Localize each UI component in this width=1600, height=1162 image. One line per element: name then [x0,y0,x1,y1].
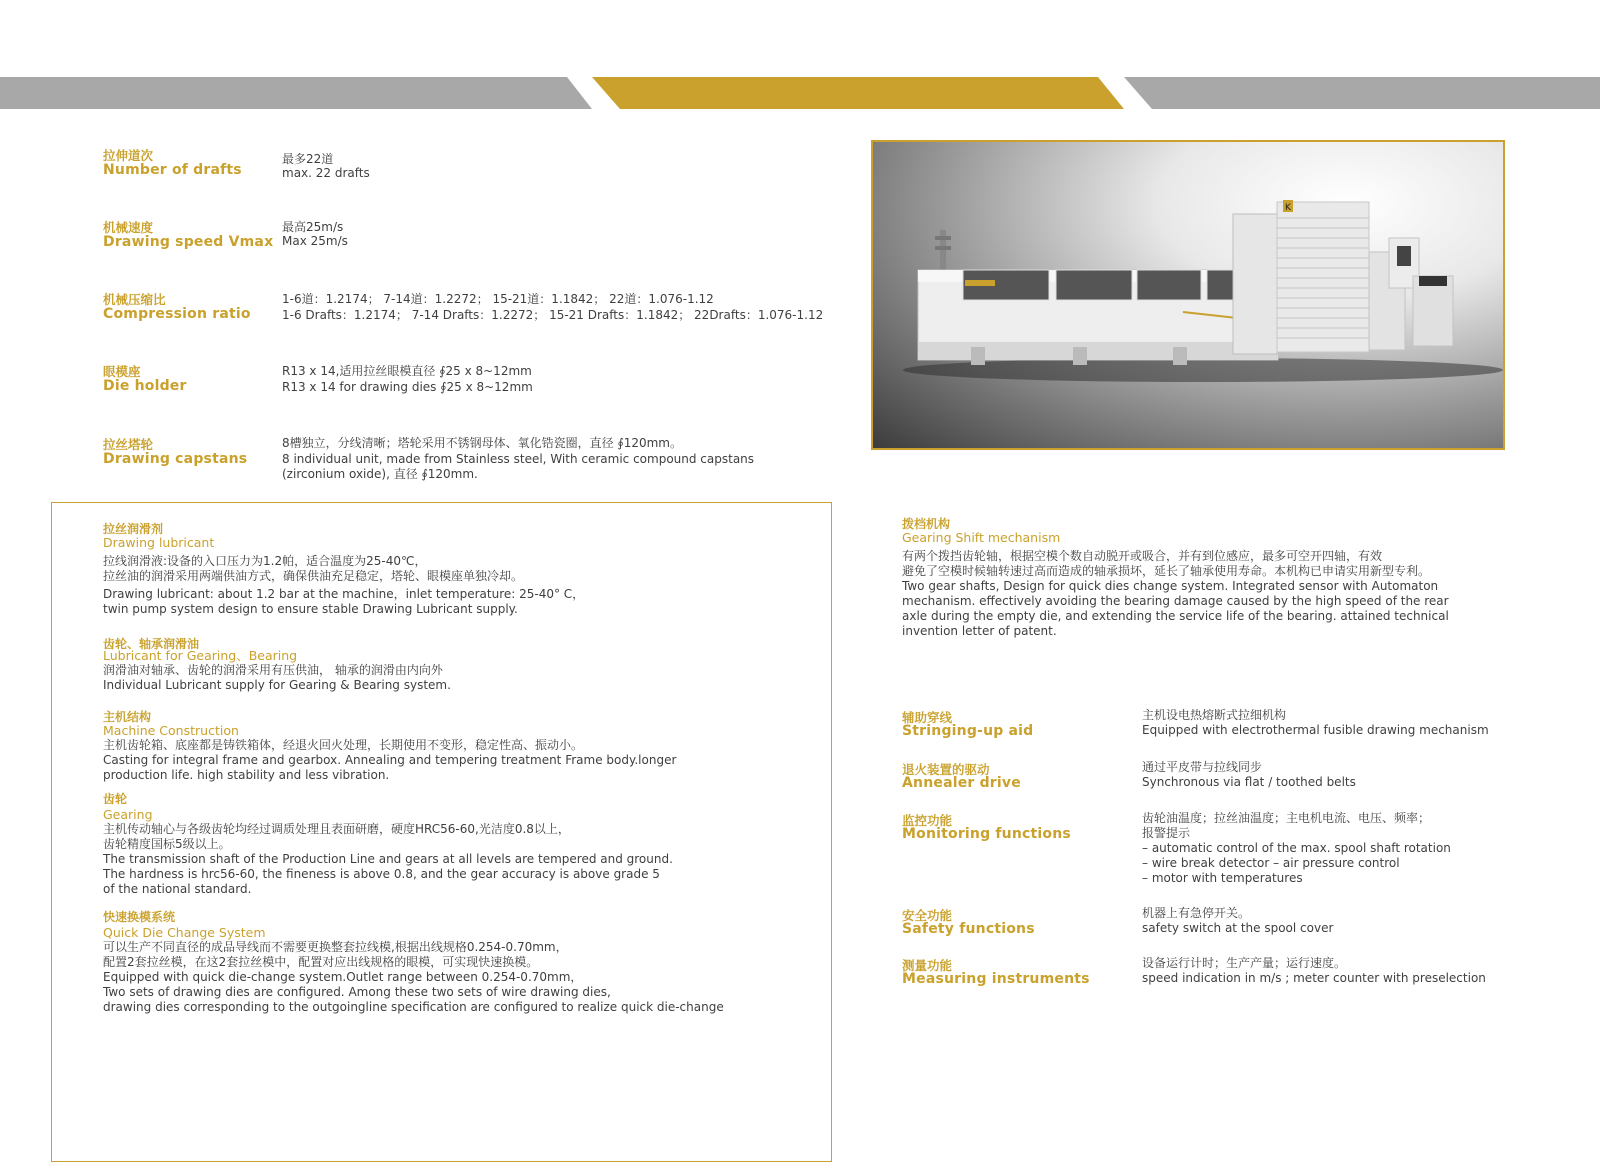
spec-label-en: Drawing capstans [103,451,248,467]
feature-label-cn: 安全功能 [902,908,953,923]
section-title-cn: 齿轮、轴承润滑油 [103,637,200,651]
para-line: Two sets of drawing dies are configured. Among these two sets of wire drawing dies, [103,985,611,999]
banner-left-gray [0,77,592,109]
feature-value-line: – wire break detector – air pressure control [1142,856,1400,870]
feature-value-line: 主机设电热熔断式拉细机构 [1142,708,1287,722]
section-title-en: Quick Die Change System [103,925,266,940]
feature-label-en: Measuring instruments [902,971,1090,987]
para-line: drawing dies corresponding to the outgoingline specification are configured to realize quick die-change [103,1000,724,1014]
feature-label-cn: 监控功能 [902,813,953,828]
para-line: 拉丝油的润滑采用两端供油方式，确保供油充足稳定，塔轮、眼模座单独冷却。 [103,569,524,583]
section-title-en: Machine Construction [103,723,239,738]
feature-label-cn: 退火装置的驱动 [902,762,990,777]
spec-value-en: Max 25m/s [282,234,348,248]
section-title-en: Gearing [103,807,153,822]
section-title-cn: 主机结构 [103,710,152,724]
spec-value-cn: 1-6道：1.2174； 7-14道：1.2272； 15-21道：1.1842； 22道：1.076-1.12 [282,292,714,306]
para-line: 主机传动轴心与各级齿轮均经过调质处理且表面研磨，硬度HRC56-60,光洁度0.8以上， [103,822,570,836]
section-quick-die-change [103,910,724,1015]
banner-right-gray [1124,77,1600,109]
para-line: Individual Lubricant supply for Gearing & Bearing system. [103,678,451,692]
feature-label-en: Monitoring functions [902,826,1071,842]
para-line: Drawing lubricant: about 1.2 bar at the machine，inlet temperature: 25-40° C， [103,587,585,601]
spec-value-en: R13 x 14 for drawing dies ∮25 x 8~12mm [282,380,533,394]
spec-label-en: Compression ratio [103,306,251,322]
feature-value-line: 设备运行计时；生产产量；运行速度。 [1142,956,1347,970]
section-gear-bearing-lubricant [103,637,451,693]
spec-value-cn: 8槽独立，分线清晰；塔轮采用不锈钢母体、氧化锆瓷圈，直径 ∮120mm。 [282,436,682,450]
banner-center-gold [592,77,1124,109]
badge-text: K [1285,203,1291,213]
para-line: 拉线润滑液:设备的入口压力为1.2帕，适合温度为25-40℃， [103,554,427,568]
section-title-en: Lubricant for Gearing、Bearing [103,648,298,663]
feature-value [1142,956,1486,986]
spec-value-cn: 最多22道 [282,152,334,166]
feature-value-line: Synchronous via flat / toothed belts [1142,775,1356,789]
feature-value [1142,708,1489,738]
para-line: 主机齿轮箱、底座都是铸铁箱体，经退火回火处理，长期使用不变形，稳定性高、振动小。 [103,738,584,752]
feature-value-line: 齿轮油温度；拉丝油温度；主电机电流、电压、频率； [1142,811,1431,825]
spec-label-cn: 眼模座 [103,364,141,379]
para-line: 齿轮精度国标5级以上。 [103,837,231,851]
section-title-cn: 快速换模系统 [103,910,176,924]
spec-label-en: Drawing speed Vmax [103,234,274,250]
para-line: Two gear shafts, Design for quick dies change system. Integrated sensor with Automaton [902,579,1439,593]
machine-photo [871,140,1505,450]
section-title-cn: 拨档机构 [902,517,951,531]
spec-label-cn: 机械压缩比 [103,292,166,307]
machine-illustration [873,142,1503,448]
section-title-en: Gearing Shift mechanism [902,530,1061,545]
para-line: 润滑油对轴承、齿轮的润滑采用有压供油， 轴承的润滑由内向外 [103,663,443,677]
section-title-cn: 齿轮 [103,792,128,806]
feature-value-line: 报警提示 [1142,826,1191,840]
spec-value-en: 1-6 Drafts：1.2174； 7-14 Drafts：1.2272； 15-21 Drafts：1.1842； 22Drafts：1.076-1.12 [282,308,824,322]
para-line: invention letter of patent. [902,624,1057,638]
para-line: 可以生产不同直径的成品导线而不需要更换整套拉线模,根据出线规格0.254-0.70mm， [103,940,568,954]
feature-value [1142,760,1356,790]
para-line: 配置2套拉丝模，在这2套拉丝模中，配置对应出线规格的眼模，可实现快速换模。 [103,955,539,969]
spec-value-en: max. 22 drafts [282,166,370,180]
feature-value [1142,906,1333,936]
feature-value-line: – motor with temperatures [1142,871,1303,885]
para-line: The transmission shaft of the Production Line and gears at all levels are tempered and ground. [103,852,673,866]
para-line: mechanism. effectively avoiding the bearing damage caused by the high speed of the rear [902,594,1449,608]
para-line: The hardness is hrc56-60, the fineness is above 0.8, and the gear accuracy is above grade 5 [103,867,660,881]
para-line: Equipped with quick die-change system.Outlet range between 0.254-0.70mm， [103,970,583,984]
spec-value-en-2: (zirconium oxide), 直径 ∮120mm. [282,467,478,481]
feature-value [1142,811,1451,886]
section-gear-shift [902,517,1449,639]
feature-value-line: 机器上有急停开关。 [1142,906,1251,920]
feature-label-en: Annealer drive [902,775,1021,791]
section-title-en: Drawing lubricant [103,535,215,550]
section-drawing-lubricant [103,522,584,617]
top-banner [0,77,1600,109]
feature-value-line: Equipped with electrothermal fusible drawing mechanism [1142,723,1489,737]
para-line: 避免了空模时候轴转速过高而造成的轴承损坏，延长了轴承使用寿命。本机构已申请实用新型专利。 [902,564,1431,578]
para-line: of the national standard. [103,882,252,896]
spec-value-cn: 最高25m/s [282,220,344,234]
spec-label-cn: 机械速度 [103,220,154,235]
section-gearing [103,792,673,897]
feature-value-line: 通过平皮带与拉线同步 [1142,760,1263,774]
para-line: axle during the empty die, and extending the service life of the bearing. attained technical [902,609,1449,623]
para-line: production life. high stability and less vibration. [103,768,390,782]
section-machine-construction [103,710,676,783]
feature-label-cn: 测量功能 [902,958,953,973]
feature-label-cn: 辅助穿线 [902,710,953,725]
spec-label-en: Number of drafts [103,162,242,178]
spec-label-cn: 拉丝塔轮 [103,437,154,452]
feature-value-line: – automatic control of the max. spool shaft rotation [1142,841,1451,855]
para-line: twin pump system design to ensure stable Drawing Lubricant supply. [103,602,518,616]
spec-value-cn: R13 x 14,适用拉丝眼模直径 ∮25 x 8~12mm [282,364,532,378]
feature-label-en: Safety functions [902,921,1035,937]
spec-label-en: Die holder [103,378,187,394]
feature-label-en: Stringing-up aid [902,723,1034,739]
spec-value-en: 8 individual unit, made from Stainless steel, With ceramic compound capstans [282,452,755,466]
para-line: Casting for integral frame and gearbox. Annealing and tempering treatment Frame body.longer [103,753,677,767]
para-line: 有两个拨挡齿轮轴，根据空模个数自动脱开或吸合，并有到位感应，最多可空开四轴，有效 [902,549,1383,563]
spec-label-cn: 拉伸道次 [103,148,154,163]
feature-value-line: safety switch at the spool cover [1142,921,1334,935]
section-title-cn: 拉丝润滑剂 [103,522,164,536]
feature-value-line: speed indication in m/s ; meter counter with preselection [1142,971,1486,985]
